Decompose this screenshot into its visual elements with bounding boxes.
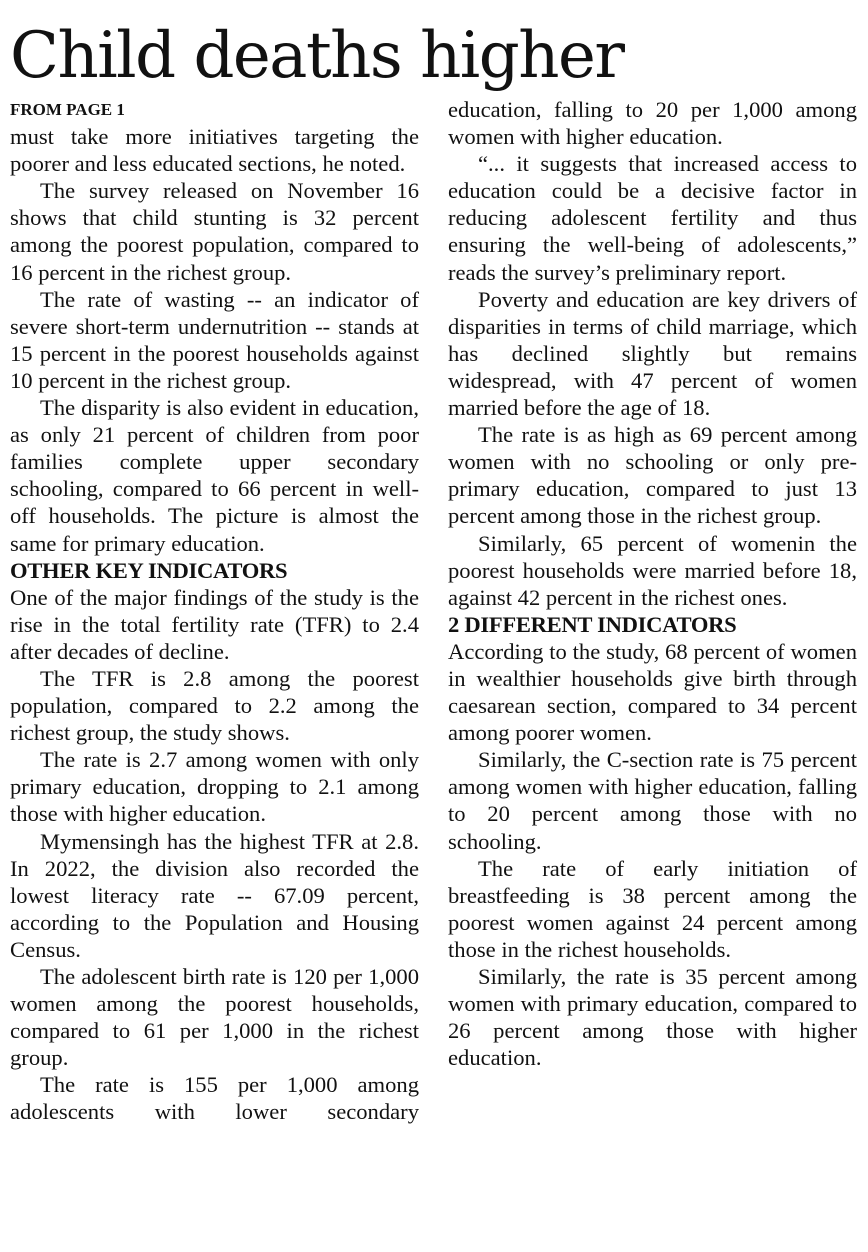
paragraph: The TFR is 2.8 among the poorest population, compared to 2.2 among the richest group, the study shows. [10,665,419,746]
paragraph: The survey released on November 16 shows that child stunting is 32 percent among the poorest population, compared to 16 percent in the richest group. [10,178,419,285]
paragraph: According to the study, 68 percent of women in wealthier households give birth through caesarean section, compared to 34 percent among poorer women. [448,638,857,746]
paragraph: The rate is as high as 69 percent among women with no schooling or only pre-primary education, compared to just 13 percent among those in the richest group. [448,422,857,529]
paragraph: Similarly, the C-section rate is 75 percent among women with higher education, falling to 20 percent among those with no schooling. [448,747,857,854]
headline: Child deaths higher [10,19,624,93]
paragraph: Similarly, 65 percent of womenin the poorest households were married before 18, against 42 percent in the richest ones. [448,530,857,610]
paragraph: Similarly, the rate is 35 percent among women with primary education, compared to 26 percent among those with higher education. [448,964,857,1071]
paragraph: education, falling to 20 per 1,000 among women with higher education. [448,97,857,150]
subheading: 2 DIFFERENT INDICATORS [448,611,737,637]
jump-label: FROM PAGE 1 [10,100,125,119]
paragraph: must take more initiatives targeting the poorer and less educated sections, he noted. [10,124,419,177]
subheading: OTHER KEY INDICATORS [10,557,288,583]
paragraph: The rate of wasting -- an indicator of severe short-term undernutrition -- stands at 15 percent in the poorest households against 10 percent in the richest group. [10,286,419,393]
paragraph: The rate of early initiation of breastfeeding is 38 percent among the poorest women against 24 percent among those in the richest households. [448,855,857,962]
paragraph: The rate is 155 per 1,000 among adolescents with lower secondary [10,1072,419,1125]
paragraph: One of the major findings of the study is the rise in the total fertility rate (TFR) to 2.4 after decades of decline. [10,584,419,664]
paragraph: Poverty and education are key drivers of disparities in terms of child marriage, which has declined slightly but remains widespread, with 47 percent of women married before the age of 18. [448,286,857,421]
paragraph: The rate is 2.7 among women with only primary education, dropping to 2.1 among those with higher education. [10,747,419,827]
paragraph: The disparity is also evident in education, as only 21 percent of children from poor families complete upper secondary schooling, compared to 66 percent in well-off households. The picture is almost the same for primary education. [10,395,419,556]
paragraph: The adolescent birth rate is 120 per 1,000 women among the poorest households, compared to 61 per 1,000 in the richest group. [10,964,419,1071]
paragraph: “... it suggests that increased access to education could be a decisive factor in reducing adolescent fertility and thus ensuring the well-being of adolescents,” reads the survey’s preliminary report. [448,151,857,285]
paragraph: Mymensingh has the highest TFR at 2.8. In 2022, the division also recorded the lowest literacy rate -- 67.09 percent, according to the Population and Housing Census. [10,828,419,962]
article-column-right [448,96,857,1071]
article-column-left [10,96,419,1126]
